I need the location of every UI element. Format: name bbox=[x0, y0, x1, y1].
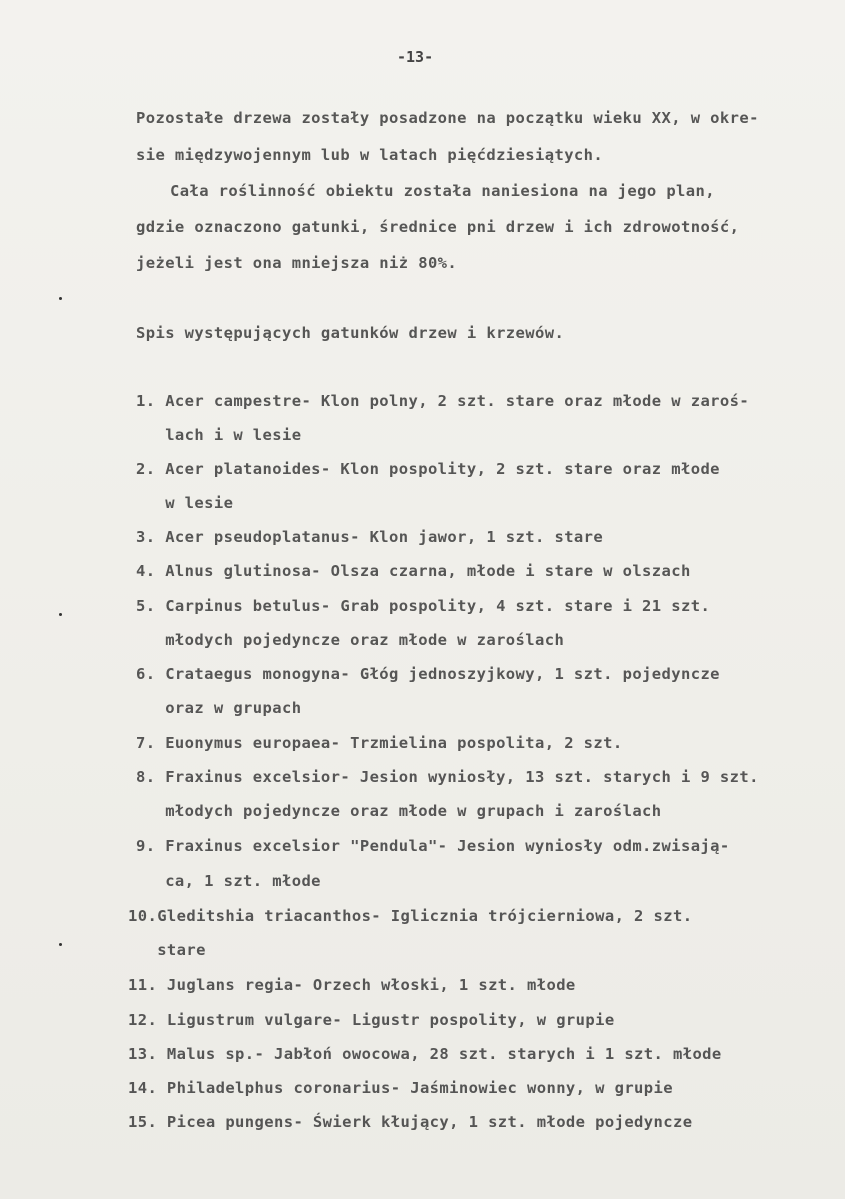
margin-mark bbox=[59, 613, 62, 616]
paragraph-line: gdzie oznaczono gatunki, średnice pni drzew i ich zdrowotność, bbox=[136, 218, 740, 236]
list-item-continuation: oraz w grupach bbox=[136, 699, 302, 717]
list-item: 10.Gleditshia triacanthos- Iglicznia trójcierniowa, 2 szt. bbox=[128, 907, 693, 925]
list-item: 6. Crataegus monogyna- Głóg jednoszyjkowy, 1 szt. pojedyncze bbox=[136, 665, 720, 683]
list-item: 1. Acer campestre- Klon polny, 2 szt. stare oraz młode w zaroś- bbox=[136, 392, 750, 410]
list-item: 3. Acer pseudoplatanus- Klon jawor, 1 szt. stare bbox=[136, 528, 604, 546]
list-item-continuation: ca, 1 szt. młode bbox=[136, 872, 321, 890]
paragraph-line: Pozostałe drzewa zostały posadzone na początku wieku XX, w okre- bbox=[136, 109, 759, 127]
list-heading: Spis występujących gatunków drzew i krzewów. bbox=[136, 324, 565, 342]
list-item: 12. Ligustrum vulgare- Ligustr pospolity, w grupie bbox=[128, 1011, 615, 1029]
margin-mark bbox=[59, 943, 62, 946]
list-item-continuation: młodych pojedyncze oraz młode w grupach i zaroślach bbox=[136, 802, 662, 820]
paragraph-line: jeżeli jest ona mniejsza niż 80%. bbox=[136, 254, 458, 272]
list-item: 13. Malus sp.- Jabłoń owocowa, 28 szt. starych i 1 szt. młode bbox=[128, 1045, 722, 1063]
list-item: 2. Acer platanoides- Klon pospolity, 2 szt. stare oraz młode bbox=[136, 460, 720, 478]
list-item-continuation: lach i w lesie bbox=[136, 426, 302, 444]
list-item: 14. Philadelphus coronarius- Jaśminowiec wonny, w grupie bbox=[128, 1079, 673, 1097]
list-item: 8. Fraxinus excelsior- Jesion wyniosły, 13 szt. starych i 9 szt. bbox=[136, 768, 759, 786]
list-item: 7. Euonymus europaea- Trzmielina pospolita, 2 szt. bbox=[136, 734, 623, 752]
list-item: 5. Carpinus betulus- Grab pospolity, 4 szt. stare i 21 szt. bbox=[136, 597, 711, 615]
paragraph-line: sie międzywojennym lub w latach pięćdziesiątych. bbox=[136, 146, 604, 164]
list-item: 4. Alnus glutinosa- Olsza czarna, młode i stare w olszach bbox=[136, 562, 691, 580]
page-number: -13- bbox=[397, 48, 434, 66]
list-item-continuation: stare bbox=[128, 941, 206, 959]
list-item: 11. Juglans regia- Orzech włoski, 1 szt. młode bbox=[128, 976, 576, 994]
paragraph-line: Cała roślinność obiektu została naniesiona na jego plan, bbox=[170, 182, 715, 200]
list-item: 9. Fraxinus excelsior "Pendula"- Jesion wyniosły odm.zwisają- bbox=[136, 837, 730, 855]
margin-mark bbox=[59, 297, 62, 300]
list-item-continuation: w lesie bbox=[136, 494, 234, 512]
list-item-continuation: młodych pojedyncze oraz młode w zaroślach bbox=[136, 631, 565, 649]
list-item: 15. Picea pungens- Świerk kłujący, 1 szt. młode pojedyncze bbox=[128, 1113, 693, 1131]
